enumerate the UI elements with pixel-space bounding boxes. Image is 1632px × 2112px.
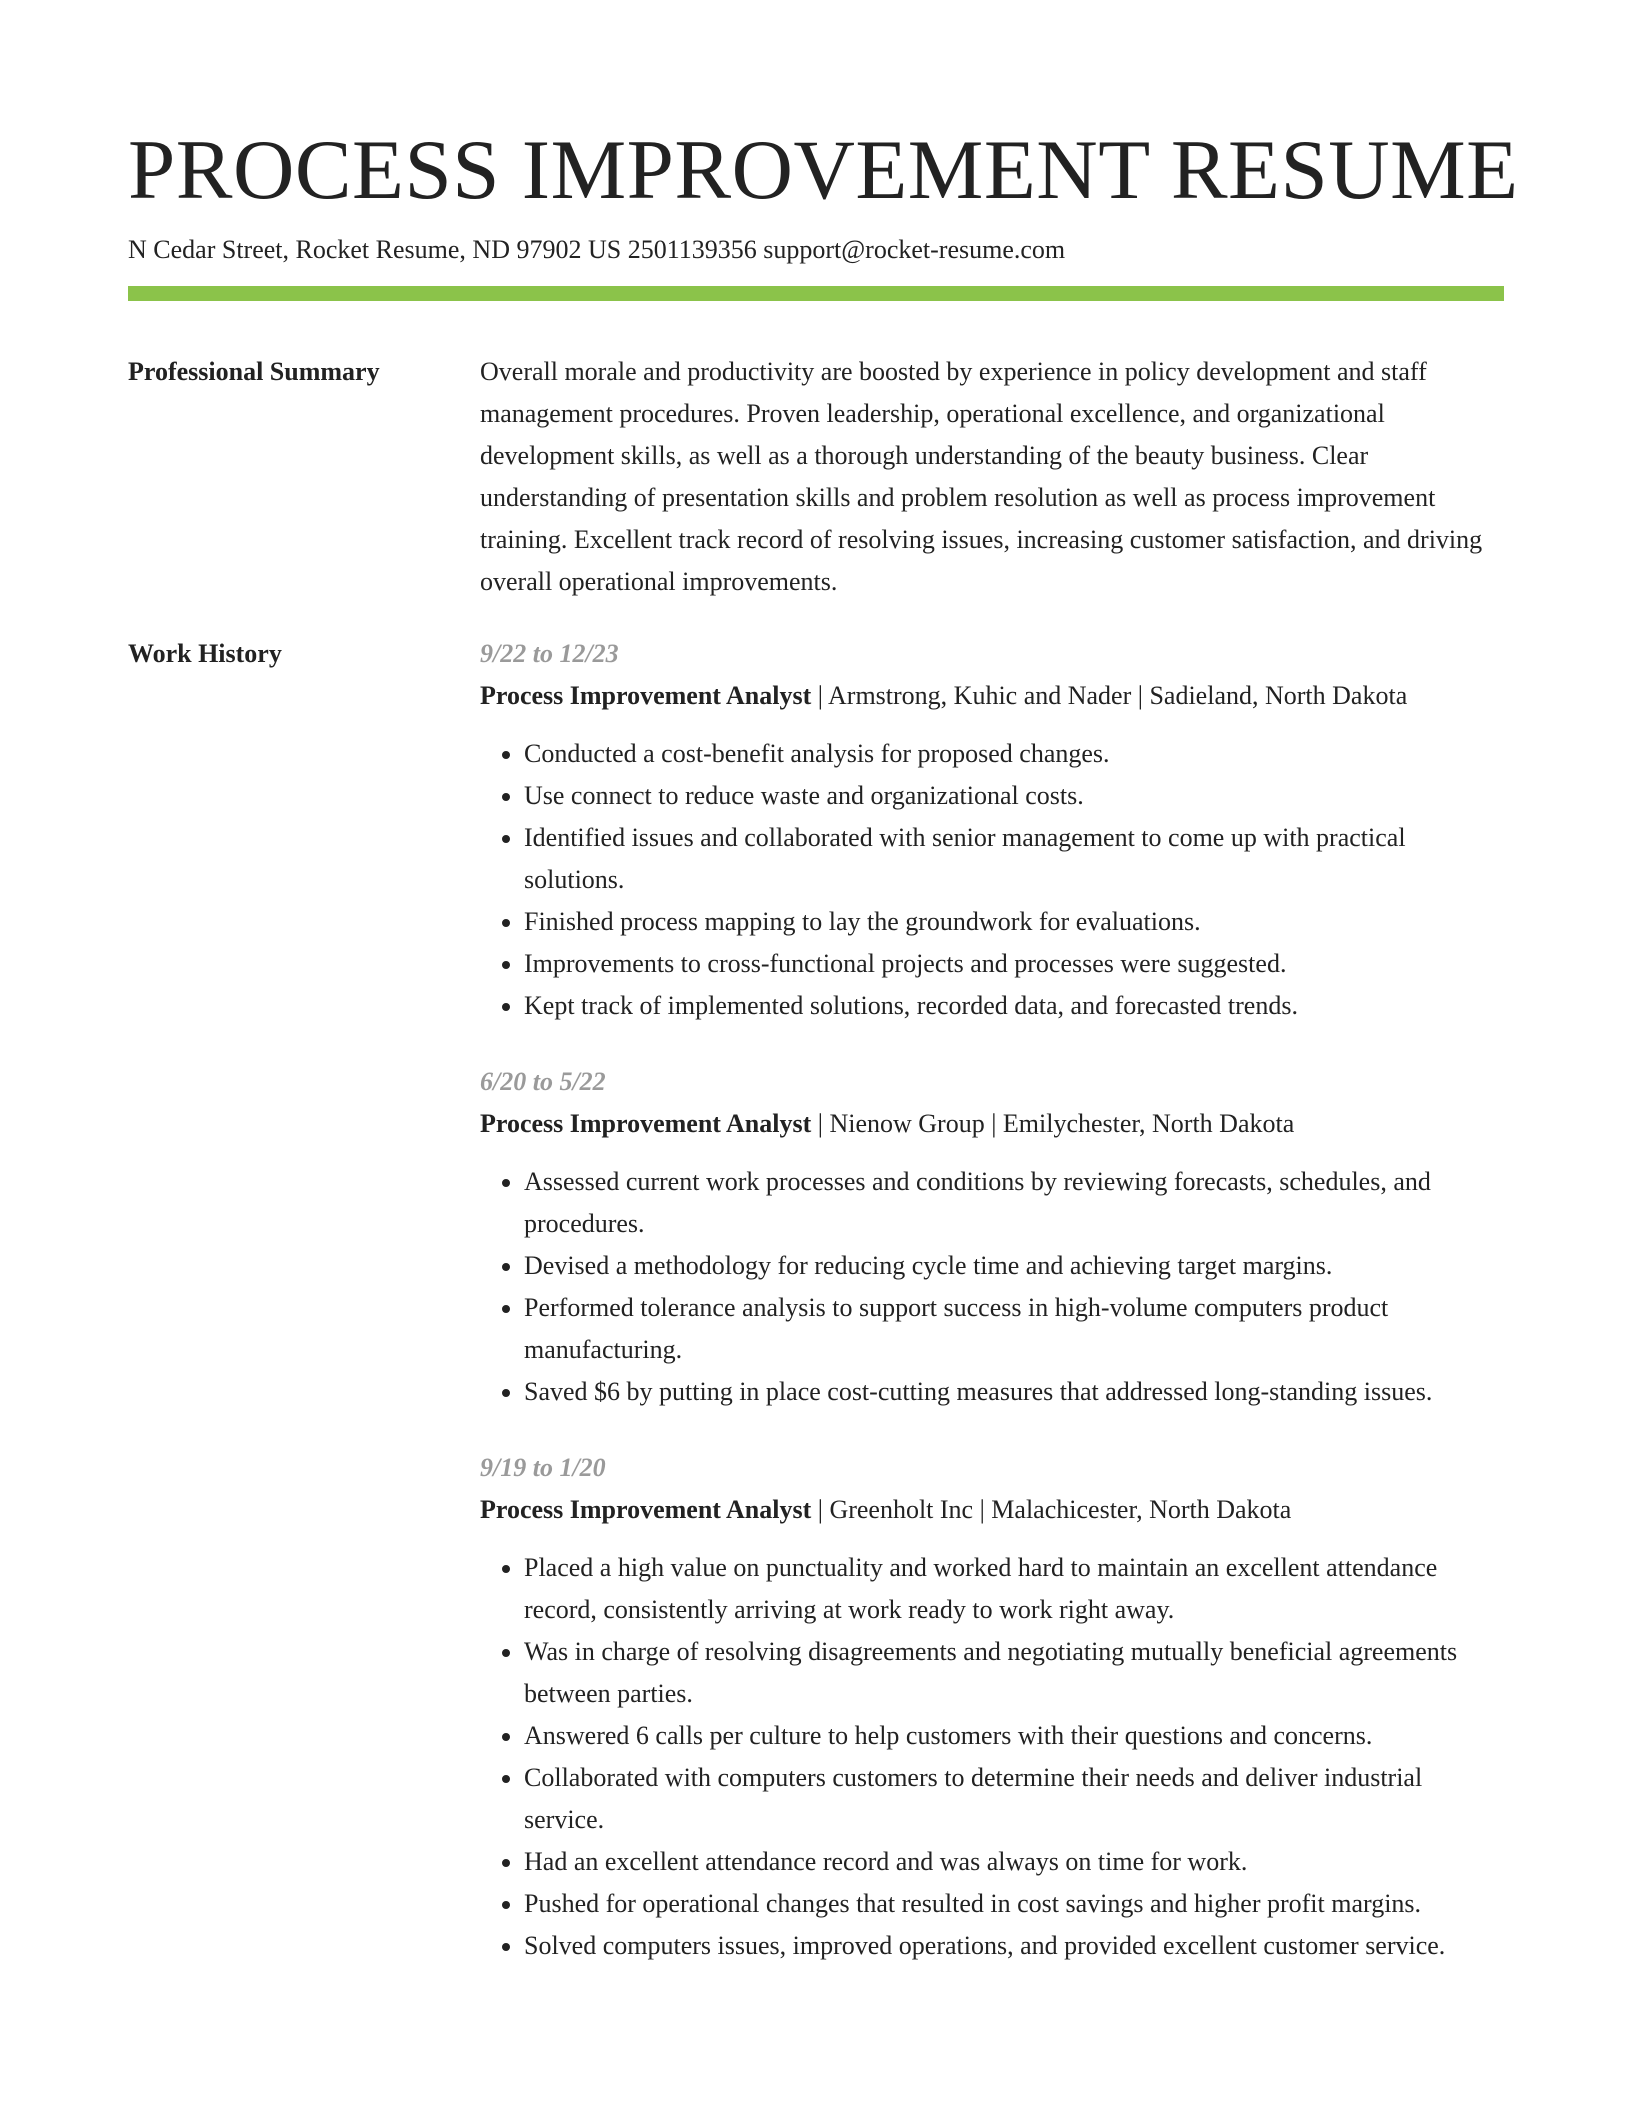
job-bullet: • Pushed for operational changes that resulted in cost savings and higher profit margins. bbox=[524, 1883, 1504, 1925]
section-body bbox=[480, 351, 1504, 603]
job-bullet: • Devised a methodology for reducing cycle time and achieving target margins. bbox=[524, 1245, 1504, 1287]
job-bullet: • Saved $6 by putting in place cost-cutting measures that addressed long-standing issues. bbox=[524, 1371, 1504, 1413]
job-bullet-list bbox=[480, 1161, 1504, 1413]
job-bullet: • Assessed current work processes and conditions by reviewing forecasts, schedules, and procedures. bbox=[524, 1161, 1504, 1245]
job-dates: 9/22 to 12/23 bbox=[480, 639, 619, 668]
job-company-location: | Nienow Group | Emilychester, North Dakota bbox=[811, 1109, 1295, 1138]
job-bullet: • Answered 6 calls per culture to help customers with their questions and concerns. bbox=[524, 1715, 1504, 1757]
accent-divider bbox=[128, 286, 1504, 301]
job-bullet-list bbox=[480, 733, 1504, 1027]
job-bullet: • Had an excellent attendance record and was always on time for work. bbox=[524, 1841, 1504, 1883]
job-title: Process Improvement Analyst bbox=[480, 681, 812, 710]
contact-line: N Cedar Street, Rocket Resume, ND 97902 US 2501139356 support@rocket-resume.com bbox=[128, 235, 1066, 264]
job-bullet: • Finished process mapping to lay the groundwork for evaluations. bbox=[524, 901, 1504, 943]
job-bullet-list bbox=[480, 1547, 1504, 1967]
resume-title: PROCESS IMPROVEMENT RESUME bbox=[128, 123, 1519, 217]
summary-text: Overall morale and productivity are boosted by experience in policy development and staff management procedures. Proven leadership, operational excellence, and organizational development skills, as well as a thorough understanding of the beauty business. Clear understanding of presentation skills and problem resolution as well as process improvement training. Excellent track record of resolving issues, increasing customer satisfaction, and driving overall operational improvements. bbox=[480, 357, 1483, 596]
job-company-location: | Armstrong, Kuhic and Nader | Sadieland, North Dakota bbox=[811, 681, 1408, 710]
job-dates: 6/20 to 5/22 bbox=[480, 1067, 606, 1096]
job-heading bbox=[480, 1103, 1504, 1145]
job-heading bbox=[480, 675, 1504, 717]
job-title: Process Improvement Analyst bbox=[480, 1109, 812, 1138]
job-bullet: • Kept track of implemented solutions, recorded data, and forecasted trends. bbox=[524, 985, 1504, 1027]
section-body bbox=[480, 633, 1504, 1967]
job-bullet: • Conducted a cost-benefit analysis for proposed changes. bbox=[524, 733, 1504, 775]
job-bullet: • Collaborated with computers customers to determine their needs and deliver industrial service. bbox=[524, 1757, 1504, 1841]
professional-summary-section bbox=[128, 351, 1504, 603]
job-bullet: • Identified issues and collaborated with senior management to come up with practical solutions. bbox=[524, 817, 1504, 901]
job-entry bbox=[480, 633, 1504, 1027]
job-entry bbox=[480, 1061, 1504, 1413]
job-company-location: | Greenholt Inc | Malachicester, North Dakota bbox=[811, 1495, 1292, 1524]
work-history-section bbox=[128, 633, 1504, 1967]
job-bullet: • Placed a high value on punctuality and worked hard to maintain an excellent attendance record, consistently arriving at work ready to work right away. bbox=[524, 1547, 1504, 1631]
job-entry bbox=[480, 1447, 1504, 1967]
job-title: Process Improvement Analyst bbox=[480, 1495, 812, 1524]
job-bullet: • Use connect to reduce waste and organizational costs. bbox=[524, 775, 1504, 817]
section-label: Work History bbox=[128, 639, 282, 668]
section-label: Professional Summary bbox=[128, 357, 380, 386]
job-heading bbox=[480, 1489, 1504, 1531]
job-dates: 9/19 to 1/20 bbox=[480, 1453, 606, 1482]
job-bullet: • Solved computers issues, improved operations, and provided excellent customer service. bbox=[524, 1925, 1504, 1967]
resume-page bbox=[128, 118, 1519, 1967]
job-bullet: • Was in charge of resolving disagreements and negotiating mutually beneficial agreements between parties. bbox=[524, 1631, 1504, 1715]
job-bullet: • Improvements to cross-functional projects and processes were suggested. bbox=[524, 943, 1504, 985]
job-bullet: • Performed tolerance analysis to support success in high-volume computers product manufacturing. bbox=[524, 1287, 1504, 1371]
